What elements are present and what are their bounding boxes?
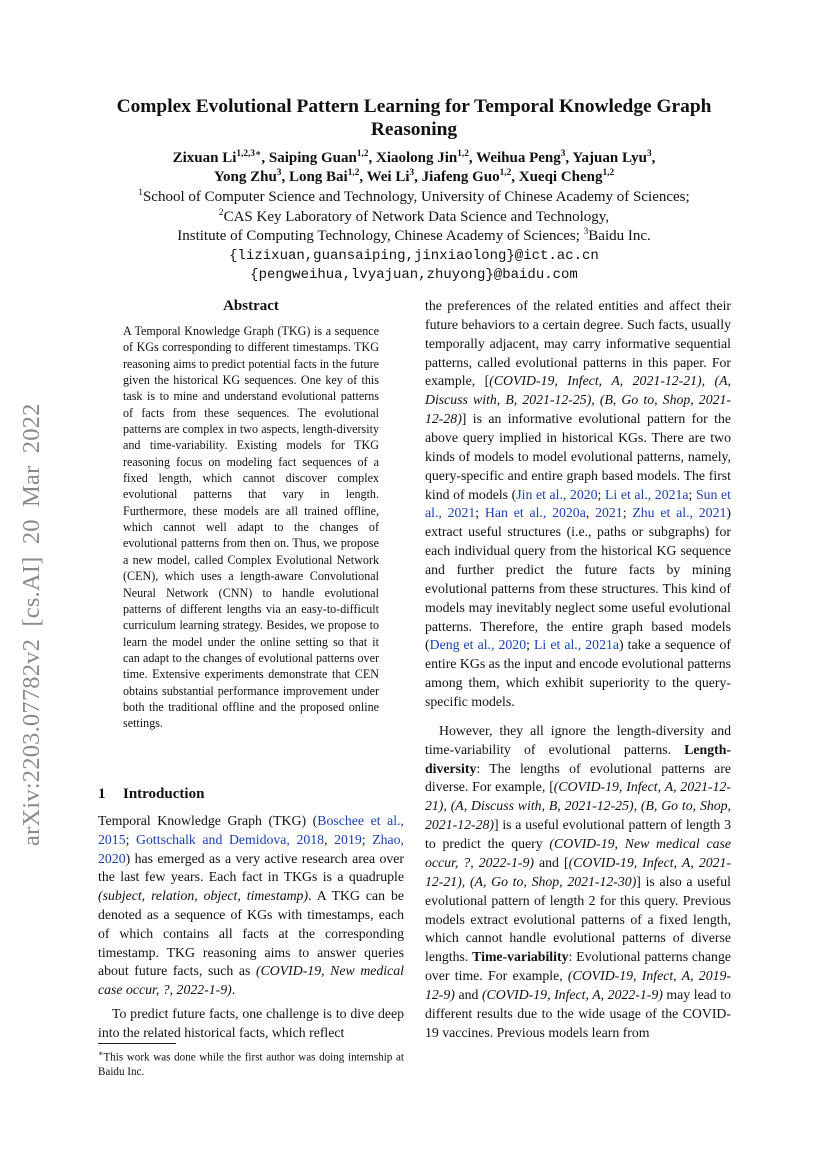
citation-link[interactable]: Sun et al., 2021	[425, 486, 731, 521]
right-paragraph-1: the preferences of the related entities and affect their future behaviors to a certain degree. Such facts, usually temporally adjacent, may carry informative sequential patterns, called evolutional patterns in this paper. For example, [(COVID-19, Infect, A, 2021-12-21), (A, Discuss with, B, 2021-12-25), (B, Go to, Shop, 2021-12-28)] is an informative evolutional pattern for the above query implied in historical KGs. There are two kinds of models to model evolutional patterns, namely, query-specific and entire graph based models. The first kind of models (Jin et al., 2020; Li et al., 2021a; Sun et al., 2021; Han et al., 2020a, 2021; Zhu et al., 2021) extract useful structures (i.e., paths or subgraphs) for each individual query from the historical KG sequence and further predict the future facts by mining evolutional patterns from these structures. This kind of models may inevitably neglect some useful evolutional patterns. Therefore, the entire graph based models (Deng et al., 2020; Li et al., 2021a) take a sequence of entire KGs as the input and encode evolutional patterns among them, which exhibit superiority to the query-specific models.	[425, 298, 731, 710]
citation-link[interactable]: Gottschalk and Demidova, 2018	[136, 831, 325, 847]
abstract-heading: Abstract	[223, 298, 279, 314]
footnote-text: This work was done while the first author was doing internship at Baidu Inc.	[98, 1051, 404, 1078]
italic-text: (subject, relation, object, timestamp)	[98, 888, 309, 904]
author-name: Jiafeng Guo$^{1,2}$	[421, 168, 512, 185]
italic-text: (COVID-19, Infect, A, 2021-12-21), (A, Go to, Shop, 2021-12-30)	[425, 854, 732, 889]
citation-link[interactable]: Boschee et al., 2015	[98, 813, 405, 847]
affiliations	[60, 188, 768, 286]
author-name: Xueqi Cheng$^{1,2}$	[518, 168, 615, 185]
author-name: Weihua Peng$^3$	[476, 149, 566, 166]
citation-link[interactable]: Li et al., 2021a	[604, 486, 689, 502]
italic-text: (COVID-19, New medical case occur, ?, 2022-1-9)	[98, 963, 404, 998]
italic-text: (COVID-19, New medical case occur, ?, 2022-1-9)	[425, 836, 732, 870]
footnote-rule	[98, 1043, 176, 1044]
footnote	[98, 1047, 404, 1079]
section-heading-introduction	[98, 786, 204, 803]
citation-link[interactable]: Deng et al., 2020	[429, 637, 527, 653]
email-line-2: {pengweihua,lvyajuan,zhuyong}@baidu.com	[250, 267, 578, 283]
author-name: Yong Zhu$^3$	[213, 168, 282, 185]
author-name: Zixuan $Li^{1,2,3∗}$	[172, 149, 262, 166]
footnote-mark: ∗	[98, 1049, 104, 1058]
author-list	[80, 149, 748, 187]
left-column-body	[98, 812, 404, 1043]
abstract-text: A Temporal Knowledge Graph (TKG) is a sequence of KGs corresponding to different timestamps. TKG reasoning aims to predict potential facts in the future given the historical KG sequences. One key of this task is to mine and understand evolutional patterns of facts from these sequences. The evolutional patterns are complex in two aspects, length-diversity and time-variability. Existing models for TKG reasoning focus on modeling fact sequences of a fixed length, which cannot discover complex evolutional patterns that vary in length. Furthermore, these models are all trained offline, which cannot well adapt to the changes of evolutional patterns from then on. Thus, we propose a new model, called Complex Evolutional Network (CEN), which uses a length-aware Convolutional Neural Network (CNN) to handle evolutional patterns of different lengths via an easy-to-difficult curriculum learning strategy. Besides, we propose to learn the model under the online setting so that it can adapt to the changes of evolutional patterns over time. Extensive experiments demonstrate that CEN obtains substantial performance improvement under both the traditional offline and the proposed online settings.	[123, 324, 379, 731]
italic-text: (COVID-19, Infect, A, 2021-12-21), (A, Discuss with, B, 2021-12-25), (B, Go to, Shop, 2021-12-28)	[425, 373, 731, 427]
abstract-body	[123, 323, 379, 732]
author-line-1: Zixuan $Li^{1,2,3∗}$, Saiping Guan$^{1,2}$, Xiaolong Jin$^{1,2}$, Weihua Peng$^3$, Yajuan Lyu$^3$,	[172, 149, 656, 166]
author-name: Yajuan Lyu$^3$	[572, 149, 652, 166]
intro-paragraph-2: To predict future facts, one challenge is to dive deep into the related historical facts, which reflect	[98, 1005, 404, 1040]
citation-link[interactable]: Li et al., 2021a	[534, 637, 619, 653]
author-line-2: Yong Zhu$^3$, Long Bai$^{1,2}$, Wei Li$^3$, Jiafeng Guo$^{1,2}$, Xueqi Cheng$^{1,2}$	[213, 168, 615, 185]
paper-title: Complex Evolutional Pattern Learning for Temporal Knowledge Graph Reasoning	[116, 96, 712, 140]
intro-paragraph-1: Temporal Knowledge Graph (TKG) (Boschee et al., 2015; Gottschalk and Demidova, 2018, 2019; Zhao, 2020) has emerged as a very active research area over the last few years. Each fact in TKGs is a quadruple (subject, relation, object, timestamp). A TKG can be denoted as a sequence of KGs with timestamps, each of which contains all facts at the corresponding timestamp. TKG reasoning aims to answer queries about future facts, such as (COVID-19, New medical case occur, ?, 2022-1-9).	[98, 813, 405, 998]
author-name: Wei Li$^3$	[366, 168, 415, 185]
citation-link[interactable]: Zhao, 2020	[98, 831, 404, 866]
author-name: Long Bai$^{1,2}$	[288, 168, 360, 185]
bold-term: Length-diversity	[425, 741, 731, 776]
right-column-body	[425, 297, 731, 1043]
citation-link[interactable]: Jin et al., 2020	[516, 486, 598, 502]
right-paragraph-2: However, they all ignore the length-diversity and time-variability of evolutional patterns. Length-diversity: The lengths of evolutional patterns are diverse. For example, [(COVID-19, Infect, A, 2021-12-21), (A, Discuss with, B, 2021-12-25), (B, Go to, Shop, 2021-12-28)] is a useful evolutional pattern of length 3 to predict the query (COVID-19, New medical case occur, ?, 2022-1-9) and [(COVID-19, Infect, A, 2021-12-21), (A, Go to, Shop, 2021-12-30)] is also a useful evolutional pattern of length 2 for this query. Previous models extract evolutional patterns of a fixed length, which cannot handle evolutional patterns of diverse lengths. Time-variability: Evolutional patterns change over time. For example, (COVID-19, Infect, A, 2019-12-9) and (COVID-19, Infect, A, 2022-1-9) may lead to different results due to the wide usage of the COVID-19 vaccines. Previous models learn from	[425, 722, 732, 1040]
citation-link[interactable]: 2021	[595, 505, 623, 521]
arxiv-identifier: arXiv:2203.07782v2 [cs.AI] 20 Mar 2022	[18, 403, 45, 846]
bold-term: Time-variability	[472, 949, 569, 965]
affiliation-line-1: $^1$School of Computer Science and Technology, University of Chinese Academy of Sciences;	[138, 188, 690, 205]
italic-text: (COVID-19, Infect, A, 2021-12-21), (A, Discuss with, B, 2021-12-25), (B, Go to, Shop, 2021-12-28)	[425, 779, 731, 833]
italic-text: (COVID-19, Infect, A, 2022-1-9)	[481, 986, 663, 1002]
italic-text: (COVID-19, Infect, A, 2019-12-9)	[425, 968, 731, 1002]
email-line-1: {lizixuan,guansaiping,jinxiaolong}@ict.ac.cn	[229, 247, 599, 264]
citation-link[interactable]: Zhu et al., 2021	[632, 505, 727, 521]
citation-link[interactable]: 2019	[334, 831, 362, 847]
affiliation-line-2: $^2$CAS Key Laboratory of Network Data Science and Technology,	[218, 207, 610, 225]
citation-link[interactable]: Han et al., 2020a	[484, 505, 586, 521]
affiliation-line-3: Institute of Computing Technology, Chinese Academy of Sciences; $^3$Baidu Inc.	[177, 227, 651, 244]
author-name: Xiaolong Jin$^{1,2}$	[376, 149, 469, 166]
section-title: Introduction	[123, 786, 205, 802]
author-name: Saiping Guan$^{1,2}$	[268, 149, 369, 166]
section-number: 1	[98, 786, 106, 802]
